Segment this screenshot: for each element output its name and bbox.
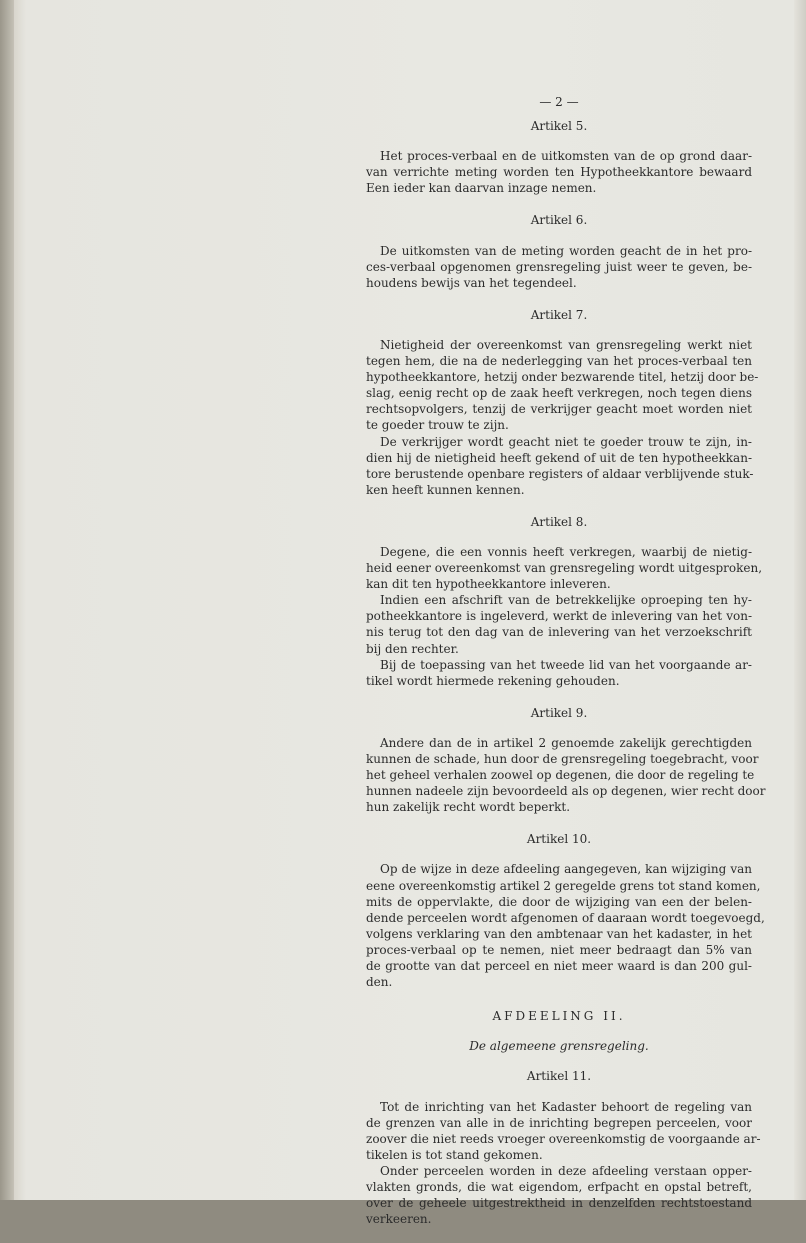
text-line: van verrichte meting worden ten Hypotheekkantore bewaard [366,165,752,180]
text-line: potheekkantore is ingeleverd, werkt de inlevering van het von- [366,609,752,624]
article-heading: Artikel 10. [526,832,592,847]
section-title: AFDEELING II. [492,1009,626,1024]
text-line: De uitkomsten van de meting worden geacht de in het pro- [380,243,752,258]
text-line: dende perceelen wordt afgenomen of daaraan wordt toegevoegd, [366,910,765,925]
text-line: bij den rechter. [366,641,459,656]
article-body [366,861,765,990]
page-spine [0,0,14,1200]
page-edge [794,0,806,1200]
text-line: over de geheele uitgestrektheid in denzelfden rechtstoestand [366,1196,752,1211]
text-line: tore berustende openbare registers of aldaar verblijvende stuk- [366,466,754,481]
text-line: Nietigheid der overeenkomst van grensregeling werkt niet [380,337,752,352]
text-line: volgens verklaring van den ambtenaar van het kadaster, in het [366,926,752,941]
article-body [366,544,763,689]
article-body [366,243,752,291]
text-line: verkeeren. [366,1212,432,1227]
article-heading: Artikel 9. [530,705,588,720]
text-line: tikelen is tot stand gekomen. [366,1147,543,1162]
text-line: de grenzen van alle in de inrichting begrepen perceelen, voor [366,1115,752,1130]
text-line: kunnen de schade, hun door de grensregeling toegebracht, voor [366,752,759,766]
article-heading: Artikel 5. [530,119,588,134]
text-line: dien hij de nietigheid heeft gekend of uit de ten hypotheekkan- [366,450,752,465]
article-body [366,148,752,196]
section-subtitle: De algemeene grensregeling. [469,1039,649,1054]
text-line: kan dit ten hypotheekkantore inleveren. [366,577,611,592]
text-line: Tot de inrichting van het Kadaster behoort de regeling van [380,1099,752,1114]
article-body [366,337,759,498]
text-line: Andere dan de in artikel 2 genoemde zakelijk gerechtigden [380,735,752,750]
article-heading: Artikel 8. [530,514,588,529]
text-line: ces-verbaal opgenomen grensregeling juist weer te geven, be- [366,259,752,274]
text-line: tikel wordt hiermede rekening gehouden. [366,673,620,688]
text-line: Onder perceelen worden in deze afdeeling verstaan opper- [380,1163,752,1178]
text-line: Degene, die een vonnis heeft verkregen, waarbij de nietig- [380,544,752,559]
article-heading: Artikel 7. [530,307,588,322]
text-line: hypotheekkantore, hetzij onder bezwarende titel, hetzij door be- [366,370,759,385]
text-line: Het proces-verbaal en de uitkomsten van de op grond daar- [380,149,752,164]
article-body [366,735,766,815]
page-text-column [366,94,766,1243]
text-line: nis terug tot den dag van de inlevering van het verzoekschrift [366,625,752,640]
text-line: de grootte van dat perceel en niet meer waard is dan 200 gul- [366,959,752,974]
text-line: heid eener overeenkomst van grensregeling wordt uitgesproken, [366,561,763,576]
text-line: proces-verbaal op te nemen, niet meer bedraagt dan 5% van [366,942,752,957]
text-line: te goeder trouw te zijn. [366,418,509,433]
text-line: Indien een afschrift van de betrekkelijke oproeping ten hy- [380,593,752,608]
text-line: eene overeenkomstig artikel 2 geregelde grens tot stand komen, [366,878,761,893]
article-heading: Artikel 6. [530,213,588,228]
text-line: mits de oppervlakte, die door de wijziging van een der belen- [366,894,752,909]
text-line: Een ieder kan daarvan inzage nemen. [366,181,597,196]
text-line: den. [366,975,393,990]
text-line: slag, eenig recht op de zaak heeft verkregen, noch tegen diens [366,386,752,401]
article-heading: Artikel 11. [526,1069,592,1084]
text-line: het geheel verhalen zoowel op degenen, die door de regeling te [366,768,755,783]
articles-after-list [366,1068,761,1227]
text-line: hunnen nadeele zijn bevoordeeld als op degenen, wier recht door [366,784,766,799]
articles-list [366,118,766,990]
text-line: houdens bewijs van het tegendeel. [366,275,577,290]
article-body [366,1099,761,1228]
text-line: hun zakelijk recht wordt beperkt. [366,800,571,815]
text-line: zoover die niet reeds vroeger overeenkomstig de voorgaande ar- [366,1131,761,1146]
text-line: Bij de toepassing van het tweede lid van het voorgaande ar- [380,657,752,672]
text-line: tegen hem, die na de nederlegging van het proces-verbaal ten [366,354,752,369]
text-line: Op de wijze in deze afdeeling aangegeven, kan wijziging van [380,862,752,877]
text-line: De verkrijger wordt geacht niet te goeder trouw te zijn, in- [380,434,752,449]
text-line: ken heeft kunnen kennen. [366,482,525,497]
text-line: vlakten gronds, die wat eigendom, erfpacht en opstal betreft, [366,1179,752,1194]
text-line: rechtsopvolgers, tenzij de verkrijger geacht moet worden niet [366,402,752,417]
page-number: — 2 — [539,95,579,109]
